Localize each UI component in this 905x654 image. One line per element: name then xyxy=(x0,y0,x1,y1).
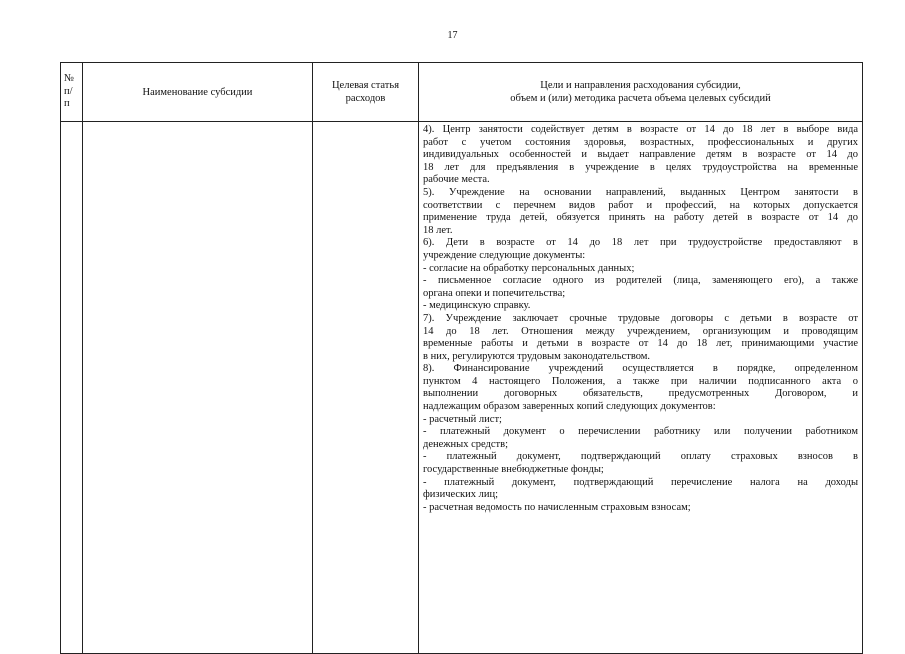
cell-goals xyxy=(419,122,863,654)
page-number: 17 xyxy=(447,30,458,41)
text-line: - согласие на обработку персональных данных; xyxy=(423,262,635,274)
header-subsidy-name: Наименование субсидии xyxy=(83,63,313,122)
cell-number xyxy=(61,122,83,654)
text-line: денежных средств; xyxy=(423,438,508,450)
text-line: 6). Дети в возрасте от 14 до 18 лет при трудоустройстве предоставляют в xyxy=(423,237,858,249)
text-line: органа опеки и попечительства; xyxy=(423,287,566,299)
text-line: 18 лет. xyxy=(423,224,453,236)
text-line: в них, регулируются трудовым законодательством. xyxy=(423,350,651,362)
text-line: рабочие места. xyxy=(423,174,490,186)
text-line: применение труда детей, обязуется принять на работу детей в возрасте от 14 до xyxy=(423,212,858,224)
text-line: - медицинскую справку. xyxy=(423,300,531,312)
text-line: физических лиц; xyxy=(423,489,499,501)
text-line: пунктом 4 настоящего Положения, а также при наличии подписанного акта о xyxy=(423,375,858,387)
text-line: 7). Учреждение заключает срочные трудовые договоры с детьми в возрасте от xyxy=(423,312,858,324)
text-line: - письменное согласие одного из родителей (лица, заменяющего его), а также xyxy=(423,275,858,287)
text-line: 18 лет для предъявления в учреждение в целях трудоустройства на временные xyxy=(423,161,858,173)
text-line: - платежный документ, подтверждающий перечисление налога на доходы xyxy=(423,476,858,488)
table-row xyxy=(61,122,863,654)
text-line: 5). Учреждение на основании направлений, выданных Центром занятости в xyxy=(423,186,858,198)
subsidy-table xyxy=(60,62,863,654)
text-line: 8). Финансирование учреждений осуществляется в порядке, определенном xyxy=(423,363,858,375)
text-line: индивидуальных особенностей и выдает направление детям в возрасте от 14 до xyxy=(423,149,858,161)
text-line: работ с учетом состояния здоровья, возрастных, профессиональных и других xyxy=(423,136,858,148)
text-line: выполнении договорных обязательств, предусмотренных Договором, и xyxy=(423,388,858,400)
text-line: - расчетная ведомость по начисленным страховым взносам; xyxy=(423,501,691,513)
text-line: - платежный документ, подтверждающий оплату страховых взносов в xyxy=(423,451,858,463)
text-line: - платежный документ о перечислении работнику или получении работником xyxy=(423,426,858,438)
cell-target-article xyxy=(313,122,419,654)
header-goals: Цели и направления расходования субсидии, объем и (или) методика расчета объема целевых субсидий xyxy=(419,63,863,122)
text-line: соответствии с перечнем видов работ и профессий, на которых допускается xyxy=(423,199,858,211)
header-target-article: Целевая статья расходов xyxy=(313,63,419,122)
text-line: 4). Центр занятости содействует детям в возрасте от 14 до 18 лет в выборе вида xyxy=(423,124,858,135)
text-line: надлежащим образом заверенных копий следующих документов: xyxy=(423,401,716,413)
header-number: № п/ п xyxy=(61,63,83,122)
text-line: временные работы и детьми в возрасте от 14 до 18 лет, принимающими участие xyxy=(423,338,858,350)
text-line: 14 до 18 лет. Отношения между учреждением, организующим и проводящим xyxy=(423,325,858,337)
text-line: учреждение следующие документы: xyxy=(423,249,586,261)
text-line: - расчетный лист; xyxy=(423,413,502,425)
table-header-row xyxy=(61,63,863,122)
text-line: государственные внебюджетные фонды; xyxy=(423,464,604,476)
cell-subsidy-name xyxy=(83,122,313,654)
